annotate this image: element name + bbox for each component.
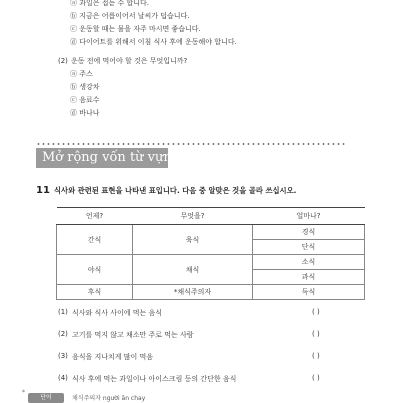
prev-option-d: ⓓ 다이어트를 위해서 이침 식사 후에 운동해야 합니다.	[70, 38, 237, 46]
question-4-text: 식사 후에 먹는 과일이나 아이스크림 등의 간단한 음식	[72, 375, 237, 383]
question-3-answer[interactable]: ( )	[312, 352, 320, 360]
question-4-answer[interactable]: ( )	[312, 374, 320, 382]
cell-when: 간식	[57, 225, 133, 255]
cell-what: 육식	[133, 225, 253, 255]
q2-option-a: ⓐ 주스	[70, 70, 93, 78]
header-what: 무엇을?	[133, 208, 253, 225]
cell-when: 야식	[57, 255, 133, 285]
footer-mark: *	[22, 389, 25, 396]
prev-option-b: ⓑ 지금은 어릅이어서 날씨가 덥습니다.	[70, 12, 190, 20]
cell-when: 후식	[57, 285, 133, 300]
header-how-much: 얼마나?	[253, 208, 365, 225]
section-dots	[36, 143, 346, 145]
question-4-number: (4)	[58, 374, 68, 382]
question-3-number: (3)	[58, 352, 68, 360]
section-title: Mở rộng vốn từ vựng	[42, 150, 181, 165]
footer-badge	[28, 393, 64, 403]
table-row	[57, 285, 365, 300]
cell-how-much: 단식	[253, 240, 365, 255]
footer-vocab-note: 채식주의자 người ăn chay	[72, 395, 146, 402]
q11-instruction: 식사와 관련된 표현을 나타낸 표입니다. 다음 중 알맞은 것을 골라 쓰십시오.	[54, 186, 297, 195]
question-3-text: 음식을 지나치게 많이 먹음	[72, 353, 154, 361]
q2-option-d: ⓓ 바나나	[70, 109, 100, 117]
question-1-text: 식사와 식사 사이에 먹는 음식	[72, 309, 163, 317]
table-row	[57, 225, 365, 240]
table-header-row	[57, 208, 365, 225]
cell-how-much: 득식	[253, 285, 365, 300]
question-2-text: 고기를 먹지 않고 채소만 주로 먹는 사람	[72, 331, 194, 339]
cell-what: *채식주의자	[133, 285, 253, 300]
prev-option-c: ⓒ 운동할 때는 물을 자주 마시면 좋습니다.	[70, 25, 201, 33]
header-when: 언제?	[57, 208, 133, 225]
cell-how-much: 소식	[253, 255, 365, 270]
question-1-answer[interactable]: ( )	[312, 308, 320, 316]
q2-option-b: ⓑ 생강차	[70, 83, 100, 91]
footer-badge-label: 단어	[40, 394, 52, 401]
prev-option-a: ⓐ 과일은 접돋 수 합니다.	[70, 0, 149, 7]
vocabulary-table	[56, 207, 365, 300]
q11-number: 11	[36, 185, 50, 196]
cell-how-much: 과식	[253, 270, 365, 285]
cell-what: 채식	[133, 255, 253, 285]
q2-number: (2)	[58, 57, 68, 65]
question-1-number: (1)	[58, 308, 68, 316]
q2-option-c: ⓒ 음료수	[70, 96, 100, 104]
question-2-answer[interactable]: ( )	[312, 330, 320, 338]
table-row	[57, 255, 365, 270]
question-2-number: (2)	[58, 330, 68, 338]
q2-text: 운동 전에 먹어야 할 것은 무엇입니까?	[71, 57, 188, 65]
cell-how-much: 경식	[253, 225, 365, 240]
